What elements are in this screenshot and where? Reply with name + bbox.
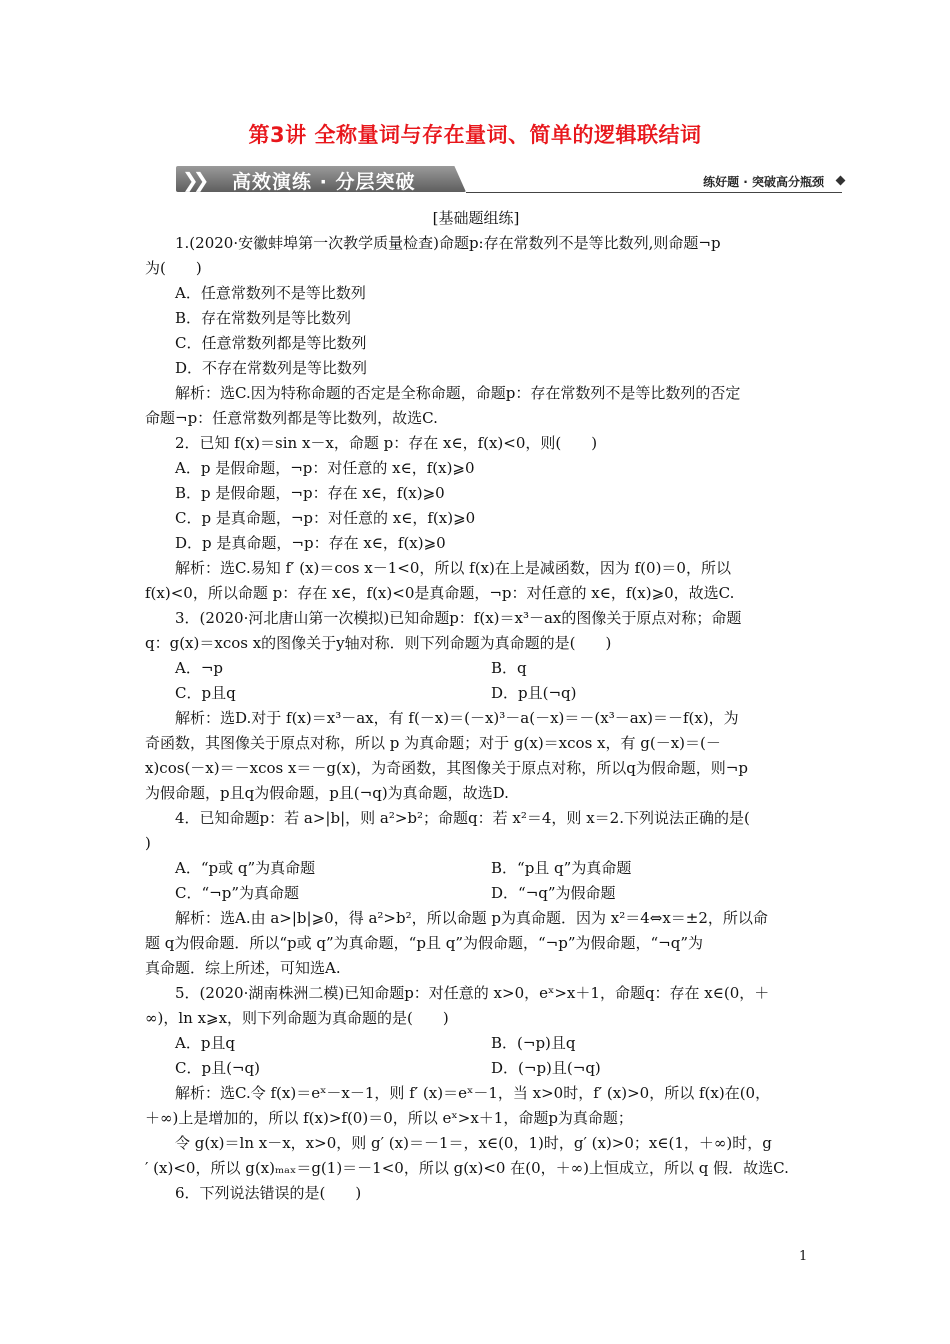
q5-options-row-1 [145,1031,807,1056]
q4-solution-line-3: 真命题．综上所述，可知选A. [145,959,341,977]
q5-solution-line-2: ＋∞)上是增加的，所以 f(x)>f(0)＝0，所以 eˣ>x＋1，命题p为真命题； [145,1109,633,1127]
banner-left-text: 高效演练 · 分层突破 [232,171,416,193]
q2-stem: 2．已知 f(x)＝sin x－x，命题 p：存在 x∈，f(x)<0，则( ) [175,434,598,452]
q3-option-c: C．p且q [175,684,236,702]
question-3 [145,606,807,806]
q4-solution-line-2: 题 q为假命题．所以“p或 q”为真命题，“p且 q”为假命题，“¬p”为假命题，“¬q”为 [145,934,704,952]
q3-solution-line-2: 奇函数，其图像关于原点对称，所以 p 为真命题；对于 g(x)＝xcos x，有 g(－x)＝(－ [145,734,721,752]
q3-options-row-1 [145,656,807,681]
q3-options-row-2 [145,681,807,706]
q3-option-b: B．q [491,659,527,677]
q5-solution-line-3: 令 g(x)＝ln x－x，x>0，则 g′ (x)＝－1＝，x∈(0，1)时，g′ (x)>0；x∈(1，＋∞)时，g [175,1134,772,1152]
q3-stem-line-1: 3．(2020·河北唐山第一次模拟)已知命题p：f(x)＝x³－ax的图像关于原点对称；命题 [175,609,742,627]
q1-stem-line-2: 为( ) [145,259,202,277]
q1-option-b: B．存在常数列是等比数列 [175,309,352,327]
q6-stem: 6．下列说法错误的是( ) [175,1184,362,1202]
q1-option-a: A．任意常数列不是等比数列 [175,284,366,302]
q4-stem-line-1: 4．已知命题p：若 a>|b|，则 a²>b²；命题q：若 x²＝4，则 x＝2.下列说法正确的是( [175,809,750,827]
diamond-icon [836,176,846,186]
q1-option-d: D．不存在常数列是等比数列 [175,359,368,377]
q1-solution-line-2: 命题¬p：任意常数列都是等比数列，故选C. [145,409,438,427]
q4-option-a: A．“p或 q”为真命题 [175,859,316,877]
section-heading: [基础题组练] [432,209,520,227]
q1-solution-line-1: 解析：选C.因为特称命题的否定是全称命题，命题p：存在常数列不是等比数列的否定 [175,384,741,402]
document-body [145,206,807,1206]
q2-option-a: A．p 是假命题，¬p：对任意的 x∈，f(x)⩾0 [175,459,475,477]
q5-stem-line-2: ∞)，ln x⩾x，则下列命题为真命题的是( ) [145,1009,449,1027]
banner-divider [466,192,842,193]
q3-option-a: A．¬p [175,659,224,677]
q4-solution-line-1: 解析：选A.由 a>|b|⩾0，得 a²>b²，所以命题 p为真命题．因为 x²＝4⇔x＝±2，所以命 [175,909,768,927]
q4-options-row-2 [145,881,807,906]
question-5 [145,981,807,1181]
q2-option-b: B．p 是假命题，¬p：存在 x∈，f(x)⩾0 [175,484,445,502]
banner-right-text: 练好题 · 突破高分瓶颈 [703,175,824,189]
section-banner [176,164,844,194]
q5-stem-line-1: 5．(2020·湖南株洲二模)已知命题p：对任意的 x>0，eˣ>x＋1，命题q：存在 x∈(0，＋ [175,984,770,1002]
q2-solution-line-2: f(x)<0，所以命题 p：存在 x∈，f(x)<0是真命题，¬p：对任意的 x∈，f(x)⩾0，故选C. [145,584,735,602]
q3-solution-line-1: 解析：选D.对于 f(x)＝x³－ax，有 f(－x)＝(－x)³－a(－x)＝－(x³－ax)＝－f(x)，为 [175,709,739,727]
question-4 [145,806,807,981]
q3-option-d: D．p且(¬q) [491,684,577,702]
q5-options-row-2 [145,1056,807,1081]
q5-option-b: B．(¬p)且q [491,1034,576,1052]
q4-option-b: B．“p且 q”为真命题 [491,859,632,877]
q5-option-c: C．p且(¬q) [175,1059,260,1077]
q1-option-c: C．任意常数列都是等比数列 [175,334,367,352]
q3-solution-line-3: x)cos(－x)＝－xcos x＝－g(x)，为奇函数，其图像关于原点对称，所以q为假命题，则¬p [145,759,748,777]
q5-option-a: A．p且q [175,1034,236,1052]
question-2 [145,431,807,606]
q5-solution-line-4: ′ (x)<0，所以 g(x)ₘₐₓ＝g(1)＝－1<0，所以 g(x)<0 在(0，＋∞)上恒成立，所以 q 假．故选C. [145,1159,789,1177]
q4-stem-line-2: ) [145,834,151,852]
chevron-right-icon: ❯❯ [182,168,204,192]
q4-option-d: D．“¬q”为假命题 [491,884,616,902]
question-6 [145,1181,807,1206]
q3-stem-line-2: q：g(x)＝xcos x的图像关于y轴对称．则下列命题为真命题的是( ) [145,634,612,652]
q4-options-row-1 [145,856,807,881]
q5-solution-line-1: 解析：选C.令 f(x)＝eˣ－x－1，则 f′ (x)＝eˣ－1，当 x>0时，f′ (x)>0，所以 f(x)在(0， [175,1084,771,1102]
q2-option-c: C．p 是真命题，¬p：对任意的 x∈，f(x)⩾0 [175,509,476,527]
q4-option-c: C．“¬p”为真命题 [175,884,299,902]
q2-option-d: D．p 是真命题，¬p：存在 x∈，f(x)⩾0 [175,534,446,552]
page-number: 1 [799,1249,808,1264]
q5-option-d: D．(¬p)且(¬q) [491,1059,601,1077]
q3-solution-line-4: 为假命题，p且q为假命题，p且(¬q)为真命题，故选D. [145,784,509,802]
q1-stem-line-1: 1.(2020·安徽蚌埠第一次教学质量检查)命题p:存在常数列不是等比数列,则命题¬p [175,234,721,252]
page-title: 第3讲 全称量词与存在量词、简单的逻辑联结词 [248,123,702,147]
question-1 [145,231,807,431]
q2-solution-line-1: 解析：选C.易知 f′ (x)＝cos x－1<0，所以 f(x)在上是减函数，因为 f(0)＝0，所以 [175,559,731,577]
